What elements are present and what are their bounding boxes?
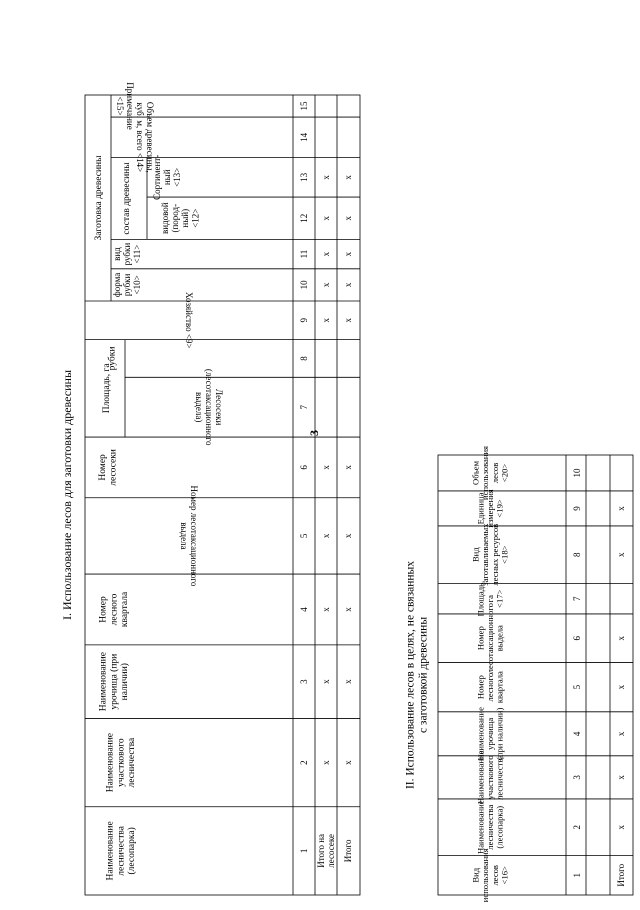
table-2-header-c8-line: заготавливаемых [480, 523, 491, 586]
cell-value: х [343, 465, 353, 470]
col-number-5: 5 [299, 533, 309, 539]
table-2-col-number-6: 6 [572, 635, 582, 641]
cell-value: х [343, 282, 353, 288]
table-1-group [60, 82, 360, 895]
header-volume-line: Объем древесины, [144, 101, 155, 173]
table-2-cell-value: х [616, 506, 626, 511]
table-2-header-c3-line: лесничества [494, 754, 505, 800]
table-2-col-number-7: 7 [572, 596, 582, 601]
table-2-cell-value: х [616, 731, 626, 737]
table-2-header-c10-line: <20> [499, 463, 510, 483]
col-number-14: 14 [299, 132, 309, 142]
header-tract [99, 652, 130, 711]
header-quarter-line: Номер [98, 596, 109, 623]
header-harvest: Заготовка древесины [94, 155, 104, 241]
header-quarter-line: квартала [119, 591, 130, 628]
row-label-line: лесосеке [326, 834, 337, 868]
header-tract-line: урочища (при [109, 653, 120, 710]
table-2-header-c8-line: Вид [470, 547, 481, 563]
col-number-3: 3 [299, 679, 309, 684]
header-district-forestry-line: лесничества [126, 737, 137, 788]
col-number-1: 1 [299, 848, 309, 854]
table-2-header-c5-line: квартала [494, 671, 505, 704]
cell-value: х [321, 760, 331, 765]
table-2-header-c4 [475, 707, 504, 761]
table-2-header-c4-line: (при наличии) [494, 707, 505, 760]
header-note [115, 82, 135, 129]
col-number-7: 7 [299, 404, 309, 410]
header-felling-form-line: рубки [122, 273, 133, 297]
cell-value: х [343, 251, 353, 257]
table-2-row-label: Итого [616, 863, 626, 887]
table-2-cell-value: х [616, 824, 626, 830]
header-allotment-line: Номер лесотаксационного [188, 485, 199, 587]
table-2-col-number-5: 5 [572, 684, 582, 690]
header-volume [135, 102, 155, 173]
table-2-header-c10-line: использования [480, 445, 491, 500]
col-number-12: 12 [299, 213, 309, 223]
table-2-group [405, 446, 633, 902]
table-2-header-c7-line: Площадь, [475, 580, 486, 617]
table-2-header-c6-line: лесотаксационного [485, 603, 496, 674]
cell-value: х [343, 607, 353, 612]
header-forestry [106, 821, 137, 880]
table-2-col-number-2: 2 [572, 824, 582, 830]
header-quarter [99, 591, 130, 627]
header-felling-form-line: форма [112, 272, 123, 298]
table-2-cell-value: х [616, 684, 626, 690]
table-2-header-c1-line: <16> [499, 866, 510, 885]
table-2-header-c7-line: <17> [494, 589, 505, 608]
header-economy [184, 292, 194, 348]
row-label-line: Итого на [316, 833, 327, 868]
col-number-11: 11 [299, 249, 309, 259]
header-species-line: (пород- [170, 203, 181, 233]
header-felling-type-line: вид [112, 247, 123, 261]
table-2-header-c5 [475, 671, 504, 703]
header-allotment-line: выдела [178, 522, 189, 550]
header-note-line: Примечание [124, 82, 135, 130]
row-label [316, 834, 336, 868]
table-2-cell-value: х [616, 635, 626, 641]
header-composition: состав древесины [122, 162, 132, 235]
header-assortment [152, 155, 182, 200]
cell-value: х [343, 318, 353, 323]
table-2-col-number-10: 10 [572, 468, 582, 478]
table-2-col-number-1: 1 [572, 872, 582, 878]
row-label [343, 839, 353, 862]
section-1-title: I. Использование лесов для заготовки древесины [60, 369, 74, 621]
header-area-cutting [194, 369, 224, 446]
header-forestry-line: (лесопарка) [126, 827, 137, 875]
table-2-header-c4-line: Наименование [475, 707, 486, 761]
header-felling-form [112, 273, 142, 297]
cell-value: х [343, 175, 353, 180]
header-felling-type [112, 243, 142, 266]
header-felling-type-line: <11> [132, 244, 143, 264]
header-area-felling-line: рубки [107, 346, 118, 371]
row-label-line: Итого [343, 839, 354, 863]
table-2-col-number-3: 3 [572, 775, 582, 780]
table-2-header-c2-line: Наименование [475, 800, 486, 854]
cell-value: х [321, 175, 331, 180]
cell-value: х [343, 679, 353, 684]
page-number: 3 [307, 430, 321, 436]
table-2-header-c8-line: лесных ресурсов [489, 523, 500, 586]
table-2-header-c2 [475, 800, 504, 854]
table-2-col-number-4: 4 [572, 731, 582, 737]
table-2-header-c8-line: <18> [499, 545, 510, 564]
header-assortment-line: Сортимент- [152, 154, 163, 200]
header-cutting-area-number-line: лесосеки [108, 449, 119, 486]
table-2-col-number-8: 8 [572, 552, 582, 557]
col-number-6: 6 [299, 465, 309, 470]
section-2-title [405, 561, 430, 789]
cell-value: х [321, 533, 331, 539]
table-2-header-c1-line: Вид [470, 867, 481, 883]
header-district-forestry-line: Наименование [105, 732, 116, 793]
table-2-header-c9-line: <19> [494, 499, 505, 518]
col-number-2: 2 [299, 760, 309, 765]
col-number-13: 13 [299, 172, 309, 182]
cell-value: х [343, 760, 353, 765]
header-felling-type-line: рубки [122, 242, 133, 266]
header-assortment-line: <13> [172, 167, 183, 187]
cell-value: х [321, 465, 331, 470]
header-forestry-line: лесничества [116, 825, 127, 876]
col-number-8: 8 [299, 356, 309, 361]
table-2-header-c9-line: измерения [485, 489, 496, 528]
cell-value: х [321, 251, 331, 257]
header-species [160, 202, 200, 234]
section-2-title-line: II. Использование лесов в целях, не связанных [404, 560, 417, 790]
table-2-header-c2-line: лесничества [485, 804, 496, 850]
header-forestry-line: Наименование [105, 821, 116, 881]
header-species-line: <12> [190, 208, 201, 228]
col-number-9: 9 [299, 318, 309, 323]
header-quarter-line: лесного [109, 593, 120, 626]
table-2-header-c6-line: Номер [475, 626, 486, 651]
header-district-forestry [106, 733, 137, 792]
table-2-header-c5-line: Номер [475, 675, 486, 700]
cell-value: х [321, 282, 331, 288]
table-2-cell-value: х [616, 775, 626, 780]
cell-value: х [321, 679, 331, 684]
header-cutting-area-number-line: Номер [98, 454, 109, 481]
header-area-cutting-line: выдела) [193, 392, 204, 423]
col-number-4: 4 [299, 607, 309, 612]
table-2-col-number-9: 9 [572, 506, 582, 511]
header-felling-form-line: <10> [132, 275, 143, 295]
cell-value: х [343, 533, 353, 539]
table-2-header-c10-line: лесов [489, 462, 500, 484]
table-2-header-c1 [471, 848, 510, 902]
table-2-header-c5-line: лесного [485, 672, 496, 702]
header-tract-line: наличии) [119, 663, 130, 701]
table-2-header-c2-line: (лесопарка) [494, 805, 505, 849]
header-cutting-area-number [98, 449, 119, 486]
table-2-header-c9-line: Единица [475, 492, 486, 525]
header-area: Площадь, га [102, 363, 112, 414]
table-2-header-c3-line: Наименование [475, 750, 486, 805]
table-2-cell-value: х [616, 552, 626, 557]
cell-value: х [321, 215, 331, 221]
header-note-line: <15> [114, 96, 125, 116]
cell-value: х [321, 607, 331, 612]
header-allotment [179, 485, 199, 586]
col-number-10: 10 [299, 280, 309, 290]
header-volume-line: куб. м, всего <14> [134, 102, 145, 173]
table-2-header-c6-line: выдела [494, 625, 505, 652]
table-2-border [438, 455, 633, 895]
header-assortment-line: ный [162, 169, 173, 186]
table-2-header-c1-line: лесов [489, 864, 500, 886]
table-2-header-c3-line: участкового [485, 755, 496, 800]
table-2-header-c10-line: Объем [470, 460, 481, 485]
header-species-line: видовой [160, 202, 171, 235]
header-economy-line: Хозяйство <9> [183, 292, 194, 349]
table-2-header-c10 [471, 446, 510, 500]
cell-value: х [321, 318, 331, 323]
header-area-cutting-line: (лесотаксационного [203, 368, 214, 446]
header-species-line: ный) [180, 208, 191, 228]
table-2-header-c8 [471, 523, 510, 586]
header-tract-line: Наименование [98, 652, 109, 712]
table-2-header-c4-line: урочища [485, 717, 496, 750]
header-area-cutting-line: Лесосеки [213, 389, 224, 426]
table-2-header-c1-line: использования [480, 848, 491, 903]
header-area-felling [106, 347, 117, 371]
cell-value: х [343, 215, 353, 221]
header-district-forestry-line: участкового [116, 738, 127, 787]
col-number-15: 15 [299, 101, 309, 111]
table-2-header-c7-line: га [485, 595, 496, 603]
section-2-title-line: с заготовкой древесины [417, 616, 430, 734]
